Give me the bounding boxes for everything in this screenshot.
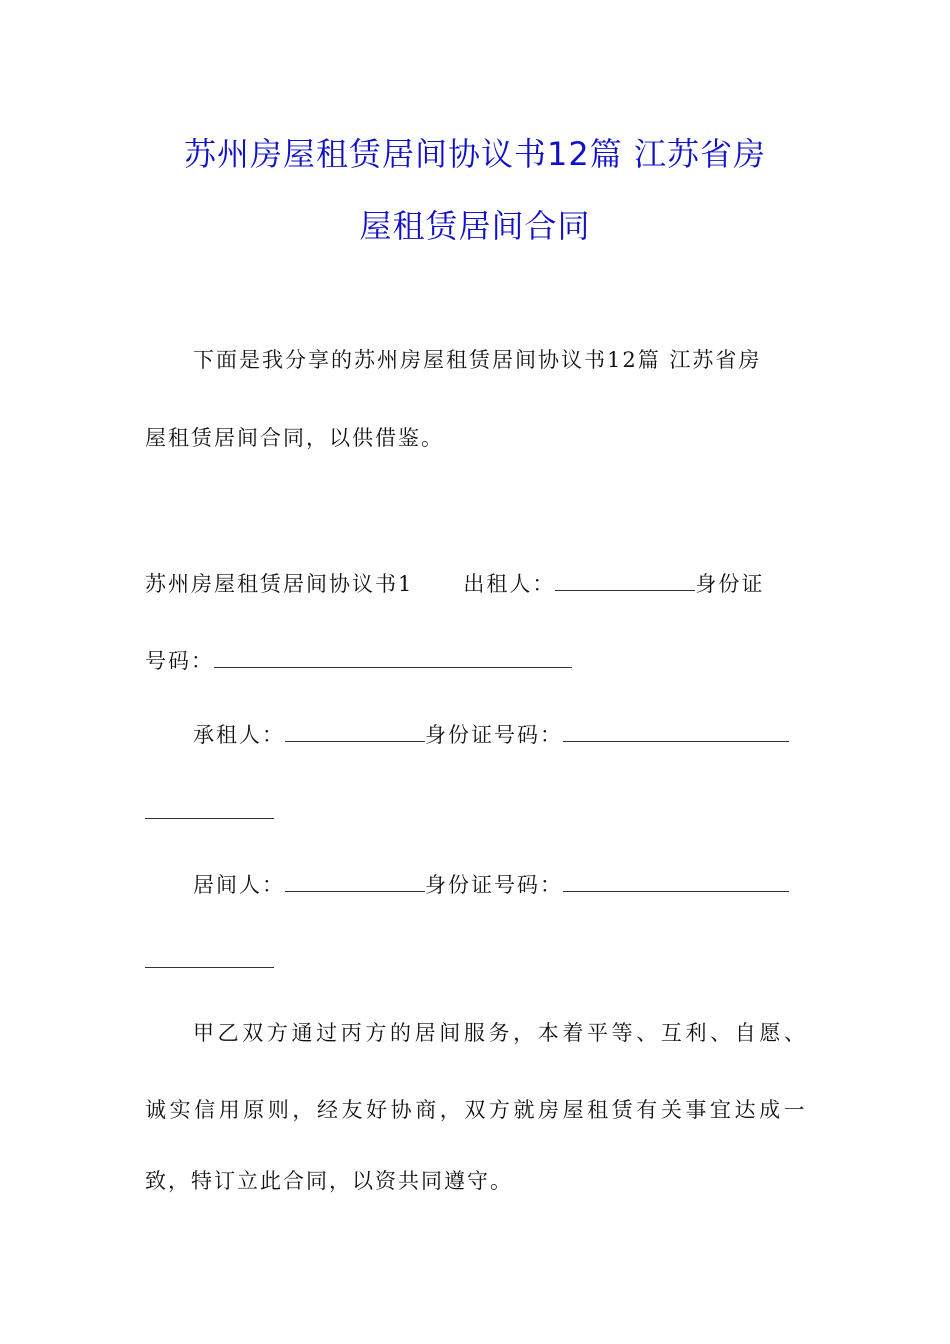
lessee-id-blank — [563, 719, 789, 742]
agent-name-blank — [285, 869, 425, 892]
lessee-id-label: 身份证号码： — [425, 723, 563, 747]
lessee-name-blank — [285, 719, 425, 742]
agent-label: 居间人： — [193, 873, 285, 897]
id-number-label-start: 身份证 — [695, 572, 765, 596]
agreement-paragraph-line-3: 致，特订立此合同，以资共同遵守。 — [145, 1169, 513, 1193]
party-lessor-line — [145, 568, 805, 599]
agreement-paragraph-line-2: 诚 实 信 用 原 则 ， 经 友 好 协 商 ， 双 方 就 房 屋 租 赁 有 关 事 宜 达 成 一 — [145, 1098, 805, 1122]
id-number-label-end: 号码： — [145, 649, 214, 673]
lessor-label: 出租人： — [463, 572, 556, 596]
intro-paragraph-line-1: 下面是我分享的苏州房屋租赁居间协议书12篇 江苏省房 — [193, 348, 762, 372]
party-lessee-line — [193, 719, 805, 750]
lessee-label: 承租人： — [193, 723, 285, 747]
party-agent-line — [193, 869, 805, 900]
intro-paragraph-line-2: 屋租赁居间合同，以供借鉴。 — [145, 426, 444, 450]
section-heading: 苏州房屋租赁居间协议书1 — [145, 572, 414, 596]
title-line-2: 屋租赁居间合同 — [359, 207, 591, 245]
agent-id-label: 身份证号码： — [425, 873, 563, 897]
agent-id-blank — [563, 869, 789, 892]
agent-id-blank-continued — [145, 967, 274, 968]
lessor-name-blank — [555, 568, 695, 591]
lessor-id-line — [145, 645, 805, 676]
lessor-id-blank — [214, 645, 572, 668]
agreement-paragraph-line-1: 甲 乙 双 方 通 过 丙 方 的 居 间 服 务 ， 本 着 平 等 、 互 利 、 自 愿 、 — [193, 1021, 805, 1045]
title-line-1: 苏州房屋租赁居间协议书12篇 江苏省房 — [184, 135, 766, 173]
lessee-id-blank-continued — [145, 818, 274, 819]
